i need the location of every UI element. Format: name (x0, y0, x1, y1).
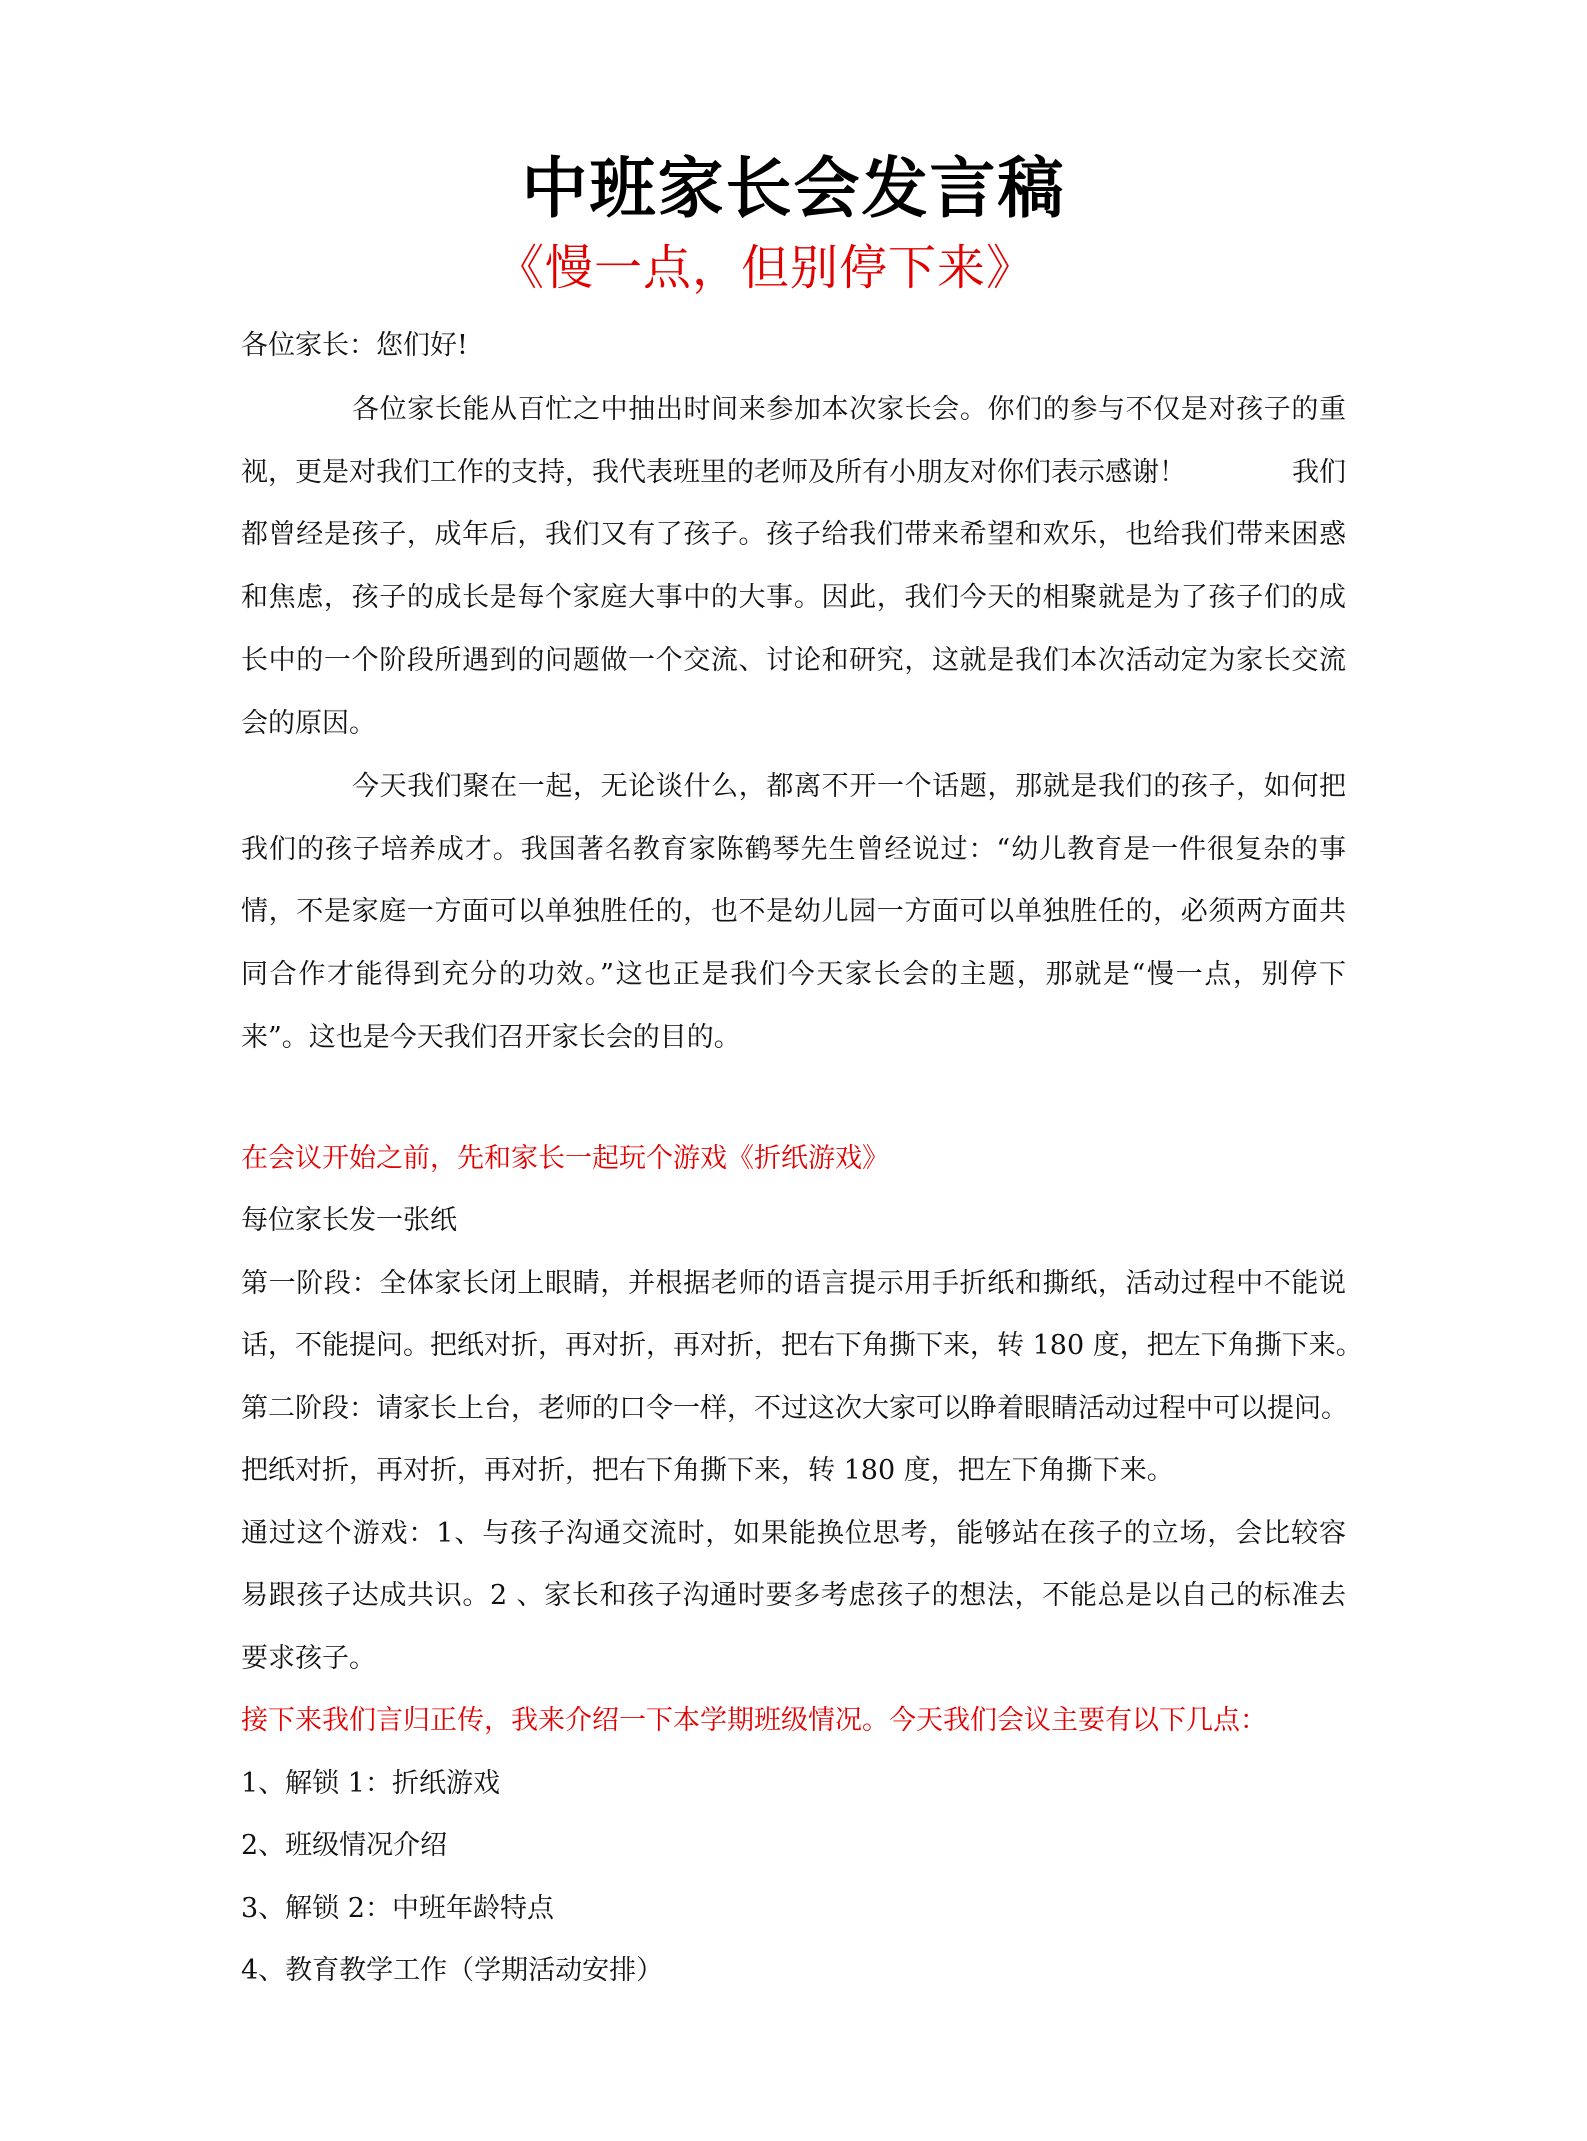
document-title: 中班家长会发言稿 (521, 149, 1066, 227)
agenda-item-3: 3、解锁 2：中班年龄特点 (241, 1893, 554, 1924)
agenda-intro: 接下来我们言归正传，我来介绍一下本学期班级情况。今天我们会议主要有以下几点： (241, 1705, 1267, 1736)
game-paper: 每位家长发一张纸 (241, 1205, 457, 1236)
paragraph1-line-3: 都曾经是孩子，成年后，我们又有了孩子。孩子给我们带来希望和欢乐，也给我们带来困惑 (241, 519, 1346, 550)
agenda-item-4: 4、教育教学工作（学期活动安排） (241, 1955, 664, 1986)
paragraph1-line-2-text: 视，更是对我们工作的支持，我代表班里的老师及所有小朋友对你们表示感谢！ (241, 457, 1186, 488)
paragraph1-line-2-tail: 我们 (1292, 457, 1346, 488)
stage1-line-1: 第一阶段：全体家长闭上眼睛，并根据老师的语言提示用手折纸和撕纸，活动过程中不能说 (241, 1268, 1346, 1299)
stage2-line-2: 把纸对折，再对折，再对折，把右下角撕下来，转 180 度，把左下角撕下来。 (241, 1455, 1174, 1486)
document-subtitle: 《慢一点，但别停下来》 (496, 240, 1036, 296)
game-intro: 在会议开始之前，先和家长一起玩个游戏《折纸游戏》 (241, 1143, 889, 1174)
greeting: 各位家长：您们好! (241, 330, 468, 361)
stage1-line-2: 话，不能提问。把纸对折，再对折，再对折，把右下角撕下来，转 180 度，把左下角撕下来。 (241, 1330, 1363, 1361)
paragraph1-line-2 (241, 455, 1346, 491)
paragraph2-line-3: 情，不是家庭一方面可以单独胜任的，也不是幼儿园一方面可以单独胜任的，必须两方面共 (241, 896, 1346, 927)
paragraph2-line-1: 今天我们聚在一起，无论谈什么，都离不开一个话题，那就是我们的孩子，如何把 (352, 771, 1346, 802)
conclusion-line-2: 易跟孩子达成共识。2 、家长和孩子沟通时要多考虑孩子的想法，不能总是以自己的标准去 (241, 1580, 1346, 1611)
paragraph1-line-4: 和焦虑，孩子的成长是每个家庭大事中的大事。因此，我们今天的相聚就是为了孩子们的成 (241, 582, 1346, 613)
paragraph1-line-5: 长中的一个阶段所遇到的问题做一个交流、讨论和研究，这就是我们本次活动定为家长交流 (241, 645, 1346, 676)
paragraph2-line-5: 来”。这也是今天我们召开家长会的目的。 (241, 1022, 741, 1053)
paragraph1-line-6: 会的原因。 (241, 708, 376, 739)
agenda-item-1: 1、解锁 1：折纸游戏 (241, 1768, 500, 1799)
conclusion-line-3: 要求孩子。 (241, 1643, 376, 1674)
stage2-line-1: 第二阶段：请家长上台，老师的口令一样，不过这次大家可以睁着眼睛活动过程中可以提问。 (241, 1393, 1348, 1424)
paragraph1-line-1: 各位家长能从百忙之中抽出时间来参加本次家长会。你们的参与不仅是对孩子的重 (352, 394, 1346, 425)
paragraph2-line-2: 我们的孩子培养成才。我国著名教育家陈鹤琴先生曾经说过：“幼儿教育是一件很复杂的事 (241, 834, 1346, 865)
conclusion-line-1: 通过这个游戏：1、与孩子沟通交流时，如果能换位思考，能够站在孩子的立场，会比较容 (241, 1518, 1346, 1549)
paragraph2-line-4: 同合作才能得到充分的功效。”这也正是我们今天家长会的主题，那就是“慢一点，别停下 (241, 959, 1346, 990)
agenda-item-2: 2、班级情况介绍 (241, 1830, 448, 1861)
